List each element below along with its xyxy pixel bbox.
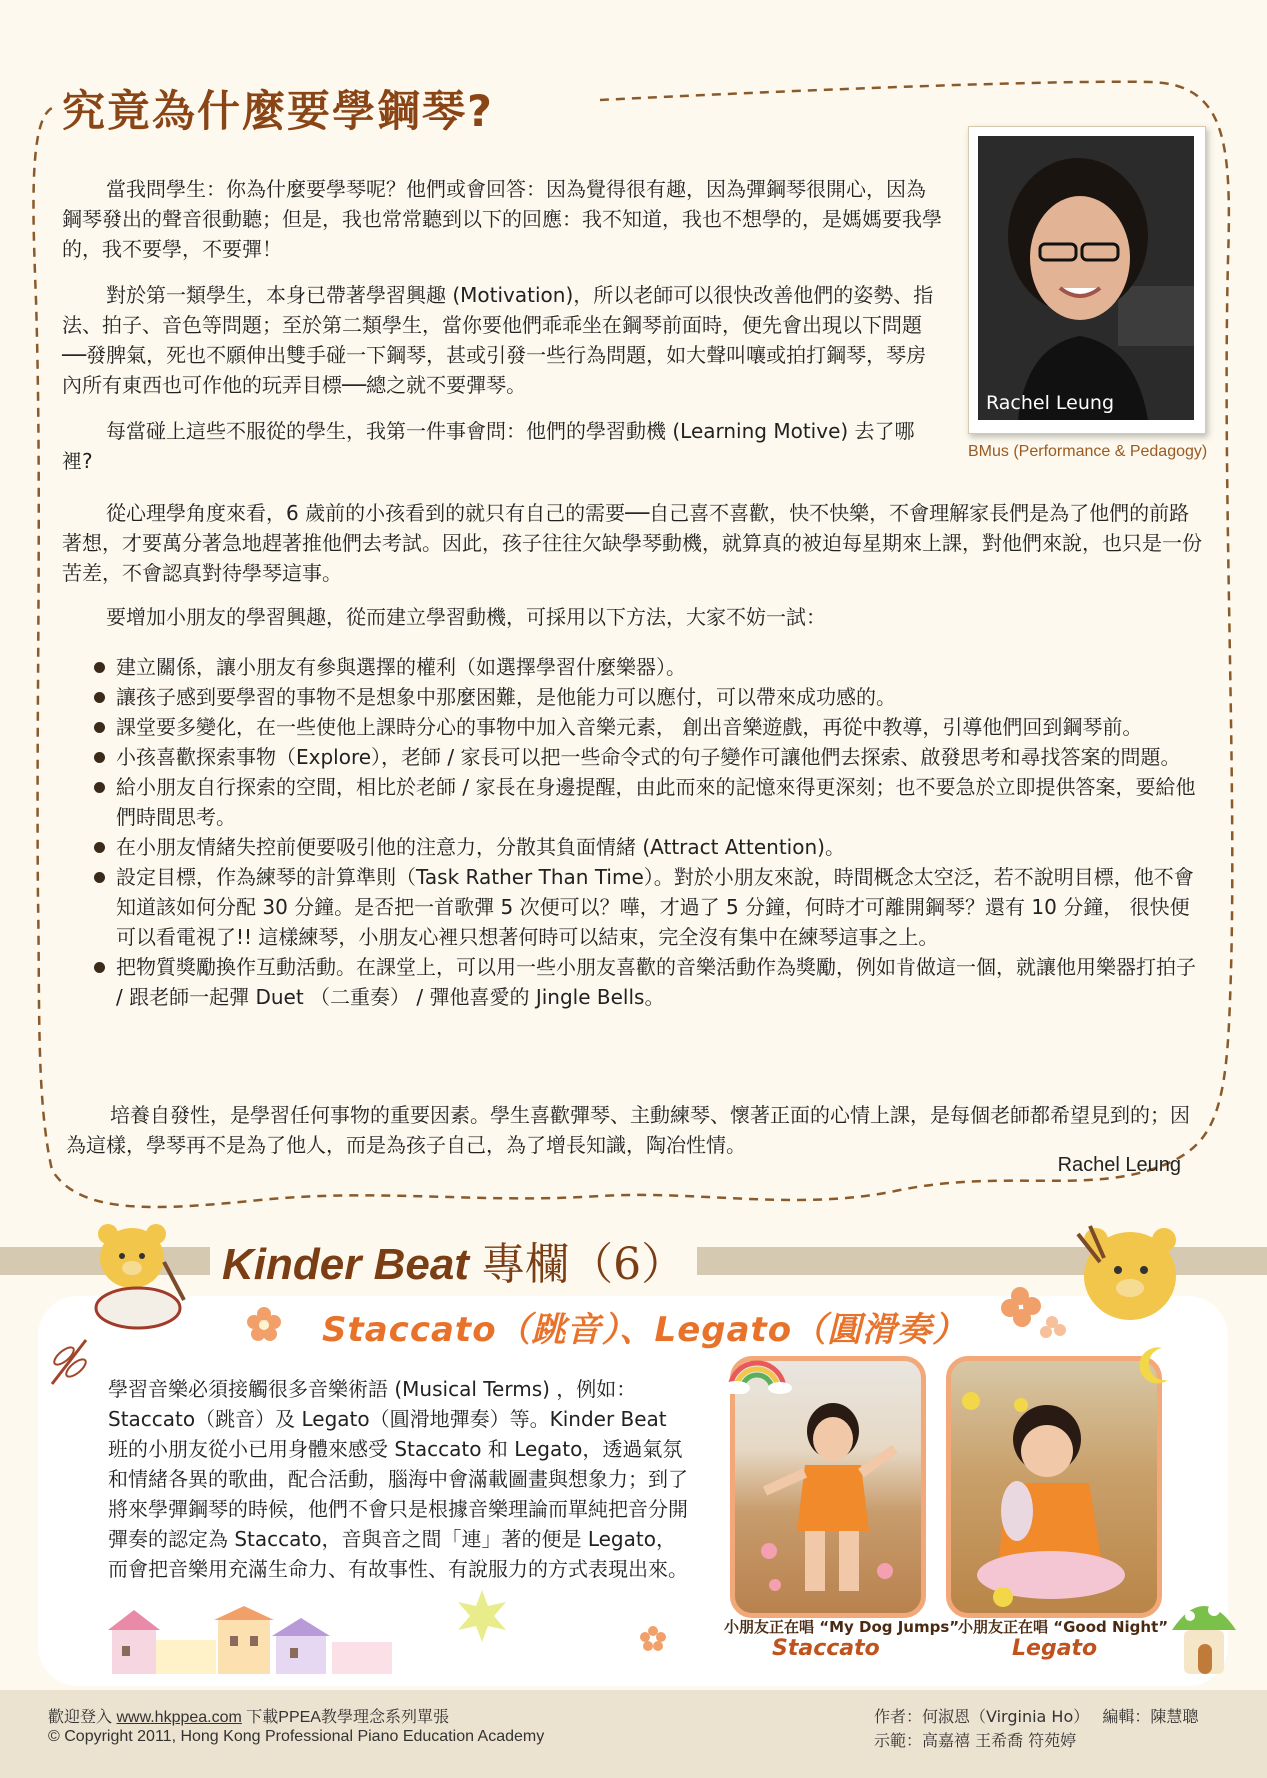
photo1-term: Staccato	[772, 1636, 880, 1661]
author-photo	[978, 136, 1194, 420]
list-item: 把物質獎勵換作互動活動。在課堂上，可以用一些小朋友喜歡的音樂活動作為獎勵，例如肯做這一個，就讓他用樂器打拍子 / 跟老師一起彈 Duet （二重奏） / 彈他喜愛的 Jingle Bells。	[92, 952, 1202, 1012]
list-item: 建立關係，讓小朋友有參與選擇的權利（如選擇學習什麼樂器）。	[92, 652, 1202, 682]
rainbow-icon	[722, 1350, 792, 1394]
bullet-icon	[94, 872, 105, 883]
list-item: 小孩喜歡探索事物（Explore），老師 / 家長可以把一些命令式的句子變作可讓他們去探索、啟發思考和尋找答案的問題。	[92, 742, 1202, 772]
photo1-caption: 小朋友正在唱 “My Dog Jumps”	[724, 1618, 960, 1636]
mushroom-house-icon	[1168, 1588, 1240, 1678]
bullet-icon	[94, 692, 105, 703]
footer-copyright: © Copyright 2011, Hong Kong Professional Piano Education Academy	[48, 1728, 545, 1745]
section-title	[210, 1228, 697, 1292]
closing-paragraph: 培養自發性，是學習任何事物的重要因素。學生喜歡彈琴、主動練琴、懷著正面的心情上課，是每個老師都希望見到的；因為這樣，學琴再不是為了他人，而是為孩子自己，為了增長知識，陶冶性情。	[66, 1103, 1190, 1157]
section-subtitle: Staccato（跳音）、Legato（圓滑奏）	[322, 1310, 968, 1350]
staccato-photo	[730, 1356, 926, 1618]
bullet-icon	[94, 662, 105, 673]
bullet-icon	[94, 962, 105, 973]
paragraph-5: 要增加小朋友的學習興趣，從而建立學習動機，可採用以下方法，大家不妨一試：	[106, 605, 826, 629]
bullet-icon	[94, 722, 105, 733]
photo2-caption: 小朋友正在唱 “Good Night”	[958, 1618, 1169, 1636]
photo-caption: Rachel Leung	[986, 392, 1115, 414]
signature: Rachel Leung	[1057, 1154, 1181, 1176]
paragraph-4: 從心理學角度來看，6 歲前的小孩看到的就只有自己的需要──自己喜不喜歡，快不快樂，不會理解家長們是為了他們的前路著想，才要萬分著急地趕著推他們去考試。因此，孩子往往欠缺學琴動機，就算真的被迫每星期來上課，對他們來說，也只是一份苦差，不會認真對待學琴這事。	[62, 501, 1202, 585]
moon-icon	[1138, 1346, 1172, 1386]
section-title-en: Kinder Beat	[222, 1240, 469, 1289]
kinder-beat-text: 學習音樂必須接觸很多音樂術語 (Musical Terms) ，例如：Staccato（跳音）及 Legato（圓滑地彈奏）等。Kinder Beat 班的小朋友從小已用身體來感受 Staccato 和 Legato，透過氣氛和情緒各異的歌曲，配合活動，腦海中會滿載圖畫與想象力；到了將來學彈鋼琴的時候，他們不會只是根據音樂理論而單純把音分開彈奏的認定為 Staccato，音與音之間「連」著的便是 Legato，而會把音樂用充滿生命力、有故事性、有說服力的方式表現出來。	[108, 1377, 688, 1581]
bullet-icon	[94, 782, 105, 793]
tips-list	[92, 652, 1202, 1012]
paragraph-3: 每當碰上這些不服從的學生，我第一件事會問：他們的學習動機 (Learning Motive) 去了哪裡?	[62, 419, 915, 473]
website-link[interactable]: www.hkppea.com	[116, 1709, 242, 1726]
list-item: 讓孩子感到要學習的事物不是想象中那麼困難，是他能力可以應付，可以帶來成功感的。	[92, 682, 1202, 712]
legato-photo	[946, 1356, 1162, 1618]
footer-demo: 示範：高嘉禧 王希喬 符苑婷	[874, 1731, 1077, 1750]
section-title-cjk: 專欄（6）	[481, 1239, 686, 1290]
footer-author: 作者：何淑恩（Virginia Ho） 編輯：陳慧聰	[874, 1707, 1199, 1726]
list-item: 給小朋友自行探索的空間，相比於老師 / 家長在身邊提醒，由此而來的記憶來得更深刻；也不要急於立即提供答案，要給他們時間思考。	[92, 772, 1202, 832]
paragraph-2: 對於第一類學生，本身已帶著學習興趣 (Motivation)，所以老師可以很快改善他們的姿勢、指法、拍子、音色等問題；至於第二類學生，當你要他們乖乖坐在鋼琴前面時，便先會出現以下問題──發脾氣，死也不願伸出雙手碰一下鋼琴，甚或引發一些行為問題，如大聲叫嚷或拍打鋼琴，琴房內所有東西也可作他的玩弄目標──總之就不要彈琴。	[62, 283, 934, 397]
bullet-icon	[94, 842, 105, 853]
list-item: 課堂要多變化，在一些使他上課時分心的事物中加入音樂元素， 創出音樂遊戲，再從中教導，引導他們回到鋼琴前。	[92, 712, 1202, 742]
flower-icon	[246, 1306, 282, 1342]
list-item: 設定目標，作為練琴的計算準則（Task Rather Than Time）。對於小朋友來說，時間概念太空泛，若不說明目標，他不會知道該如何分配 30 分鐘。是否把一首歌彈 5 次便可以？嘩，才過了 5 分鐘，何時才可離開鋼琴？還有 10 分鐘， 很快便可以看電視了!! 這樣練琴，小朋友心裡只想著何時可以結束，完全沒有集中在練琴這事之上。	[92, 862, 1202, 952]
bullet-icon	[94, 752, 105, 763]
sun-icon	[454, 1588, 510, 1644]
bear-drummer-icon	[86, 1222, 198, 1332]
paragraph-1: 當我問學生：你為什麼要學琴呢？他們或會回答：因為覺得很有趣，因為彈鋼琴很開心，因為鋼琴發出的聲音很動聽；但是，我也常常聽到以下的回應：我不知道，我也不想學的，是媽媽要我學的，我不要學，不要彈！	[62, 177, 942, 261]
flowers-icon	[1000, 1284, 1070, 1344]
list-item: 在小朋友情緒失控前便要吸引他的注意力，分散其負面情緒 (Attract Attention)。	[92, 832, 1202, 862]
photo2-term: Legato	[1012, 1636, 1098, 1661]
small-flower-icon	[640, 1626, 666, 1652]
dragonfly-icon	[44, 1334, 94, 1390]
town-houses-illustration	[106, 1606, 406, 1676]
bear-musician-icon	[1060, 1214, 1190, 1334]
article-title: 究竟為什麼要學鋼琴?	[62, 87, 494, 137]
footer-website-line: 歡迎登入 www.hkppea.com 下載PPEA教學理念系列單張	[48, 1709, 449, 1726]
author-credential: BMus (Performance & Pedagogy)	[968, 443, 1208, 460]
